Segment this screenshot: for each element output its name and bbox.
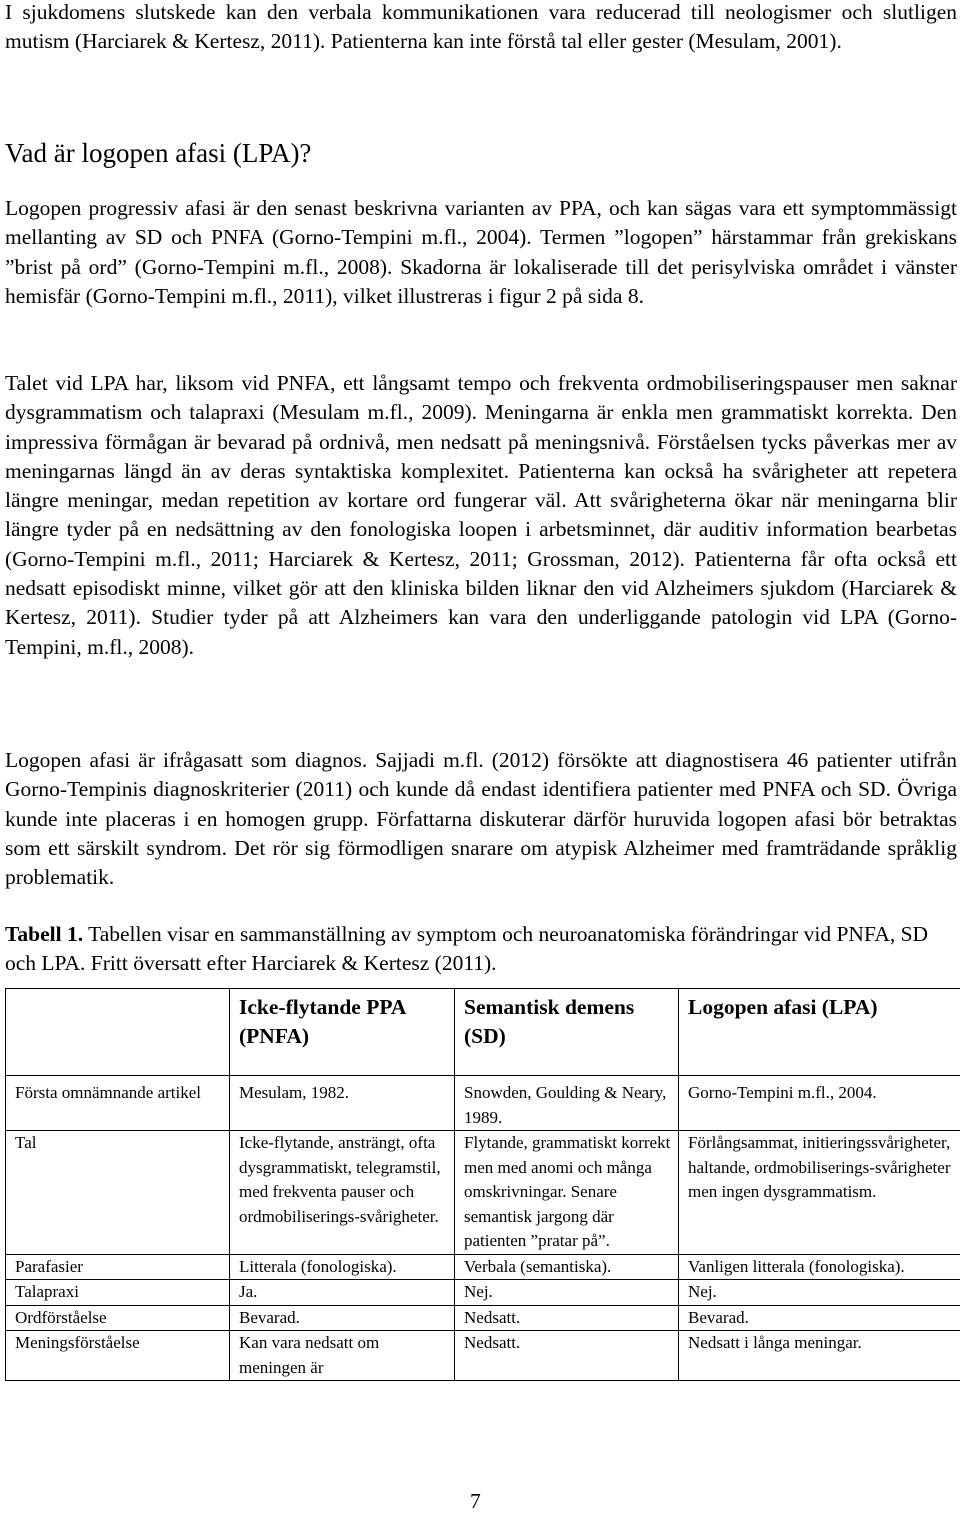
table-row	[6, 1305, 960, 1331]
table-row	[6, 1331, 960, 1381]
table-cell: Kan vara nedsatt om meningen är	[230, 1331, 455, 1381]
paragraph-lpa-definition: Logopen progressiv afasi är den senast beskrivna varianten av PPA, och kan sägas vara ett symptommässigt mellanting av SD och PNFA (Gorno-Tempini m.fl., 2004). Termen ”logopen” härstammar från grekiskans ”brist på ord” (Gorno-Tempini m.fl., 2008). Skadorna är lokaliserade till det perisylviska området i vänster hemisfär (Gorno-Tempini m.fl., 2011), vilket illustreras i figur 2 på sida 8.	[5, 196, 957, 308]
table-cell: Mesulam, 1982.	[230, 1076, 455, 1131]
table-row	[6, 1280, 960, 1306]
table-cell: Nedsatt.	[455, 1305, 679, 1331]
table-cell: Verbala (semantiska).	[455, 1254, 679, 1280]
table-cell: Nedsatt.	[455, 1331, 679, 1381]
table-cell: Vanligen litterala (fonologiska).	[679, 1254, 960, 1280]
table-cell: Gorno-Tempini m.fl., 2004.	[679, 1076, 960, 1131]
table-cell: Förlångsammat, initieringssvårigheter, haltande, ordmobiliserings-svårigheter men ingen dysgrammatism.	[679, 1131, 960, 1255]
paragraph-lpa-speech: Talet vid LPA har, liksom vid PNFA, ett långsamt tempo och frekventa ordmobiliseringspauser men saknar dysgrammatism och talapraxi (Mesulam m.fl., 2009). Meningarna är enkla men grammatiskt korrekta. Den impressiva förmågan är bevarad på ordnivå, men nedsatt på meningsnivå. Förståelsen tycks påverkas mer av meningarnas längd än av deras syntaktiska komplexitet. Patienterna kan också ha svårigheter att repetera längre meningar, medan repetition av kortare ord fungerar väl. Att svårigheterna ökar när meningarna blir längre tyder på en nedsättning av den fonologiska loopen i arbetsminnet, där auditiv information bearbetas (Gorno-Tempini m.fl., 2011; Harciarek & Kertesz, 2011; Grossman, 2012). Patienterna får ofta också ett nedsatt episodiskt minne, vilket gör att den kliniska bilden liknar den vid Alzheimers sjukdom (Harciarek & Kertesz, 2011). Studier tyder på att Alzheimers kan vara den underliggande patologin vid LPA (Gorno-Tempini, m.fl., 2008).	[5, 371, 957, 659]
table-header-row	[6, 989, 960, 1076]
table-row	[6, 1076, 960, 1131]
row-label: Ordförståelse	[6, 1305, 230, 1331]
table-cell: Icke-flytande, ansträngt, ofta dysgrammatiskt, telegramstil, med frekventa pauser och ordmobiliserings-svårigheter.	[230, 1131, 455, 1255]
row-label: Tal	[6, 1131, 230, 1255]
table-cell: Bevarad.	[679, 1305, 960, 1331]
section-heading: Vad är logopen afasi (LPA)?	[5, 138, 312, 168]
row-label: Parafasier	[6, 1254, 230, 1280]
comparison-table	[5, 988, 960, 1381]
table-row	[6, 1131, 960, 1255]
paragraph-lpa-diagnosis: Logopen afasi är ifrågasatt som diagnos. Sajjadi m.fl. (2012) försökte att diagnostisera 46 patienter utifrån Gorno-Tempinis diagnoskriterier (2011) och kunde då endast identifiera patienter med PNFA och SD. Övriga kunde inte placeras i en homogen grupp. Författarna diskuterar därför huruvida logopen afasi bör betraktas som ett särskilt syndrom. Det rör sig förmodligen snarare om atypisk Alzheimer med framträdande språklig problematik.	[5, 748, 957, 890]
table-header-pnfa: Icke-flytande PPA (PNFA)	[230, 989, 455, 1076]
table-cell: Snowden, Goulding & Neary, 1989.	[455, 1076, 679, 1131]
table-cell: Flytande, grammatiskt korrekt men med anomi och många omskrivningar. Senare semantisk jargong där patienten ”pratar på”.	[455, 1131, 679, 1255]
row-label: Första omnämnande artikel	[6, 1076, 230, 1131]
table-header-lpa: Logopen afasi (LPA)	[679, 989, 960, 1076]
table-header-sd: Semantisk demens (SD)	[455, 989, 679, 1076]
paragraph-intro: I sjukdomens slutskede kan den verbala kommunikationen vara reducerad till neologismer och slutligen mutism (Harciarek & Kertesz, 2011). Patienterna kan inte förstå tal eller gester (Mesulam, 2001).	[5, 0, 957, 54]
table-cell: Ja.	[230, 1280, 455, 1306]
table-cell: Nej.	[455, 1280, 679, 1306]
table-row	[6, 1254, 960, 1280]
page-number: 7	[470, 1489, 481, 1513]
row-label: Meningsförståelse	[6, 1331, 230, 1381]
table-cell: Litterala (fonologiska).	[230, 1254, 455, 1280]
table-cell: Nedsatt i långa meningar.	[679, 1331, 960, 1381]
table-caption	[5, 920, 957, 979]
table-caption-text: Tabellen visar en sammanställning av symptom och neuroanatomiska förändringar vid PNFA, SD och LPA. Fritt översatt efter Harciarek & Kertesz (2011).	[5, 922, 929, 976]
table-caption-label: Tabell 1.	[5, 922, 84, 946]
table-cell: Bevarad.	[230, 1305, 455, 1331]
table-cell: Nej.	[679, 1280, 960, 1306]
table-header-cell	[6, 989, 230, 1076]
row-label: Talapraxi	[6, 1280, 230, 1306]
